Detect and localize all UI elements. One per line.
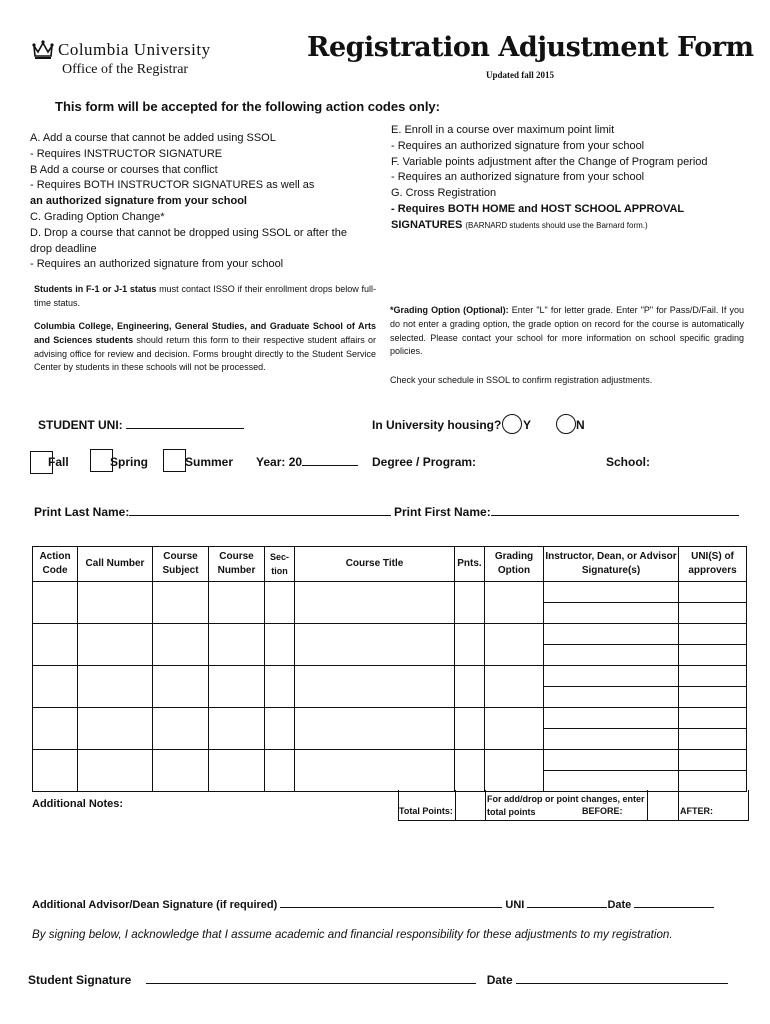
schedule-note: Check your schedule in SSOL to confirm registration adjustments. xyxy=(390,375,653,385)
additional-notes-label: Additional Notes: xyxy=(32,798,124,810)
code-line: E. Enroll in a course over maximum point limit xyxy=(391,124,615,136)
before-label: BEFORE: xyxy=(582,806,623,816)
cell-input[interactable] xyxy=(295,750,455,792)
cell-input[interactable] xyxy=(33,750,78,792)
cell-input[interactable] xyxy=(78,666,153,708)
school-note-text: should return this form to their respective student affairs or advising office for review and decision. Forms brought directly to the Student Service Center by students in these schools will not be processed. xyxy=(34,334,376,373)
signature-cell[interactable] xyxy=(544,666,679,708)
first-name-label: Print First Name: xyxy=(394,505,491,519)
school-note xyxy=(34,320,376,375)
cell-input[interactable] xyxy=(295,582,455,624)
cell-input[interactable] xyxy=(153,624,209,666)
approver-line[interactable] xyxy=(679,666,746,687)
code-line: - Requires INSTRUCTOR SIGNATURE xyxy=(30,147,223,160)
code-line-signatures: SIGNATURES xyxy=(391,218,463,231)
cell-input[interactable] xyxy=(153,666,209,708)
last-name-field[interactable] xyxy=(34,505,391,519)
cell-input[interactable] xyxy=(33,708,78,750)
school-label: School: xyxy=(606,455,650,469)
after-label: AFTER: xyxy=(680,806,713,816)
cell-input[interactable] xyxy=(455,666,485,708)
cell-input[interactable] xyxy=(78,750,153,792)
advisor-signature-label: Additional Advisor/Dean Signature (if required) xyxy=(32,899,278,911)
cell-input[interactable] xyxy=(265,582,295,624)
signature-line[interactable] xyxy=(544,708,678,729)
approver-line[interactable] xyxy=(679,687,746,707)
action-codes-right xyxy=(391,123,708,234)
col-header: Course Subject xyxy=(153,547,209,582)
table-row xyxy=(33,666,747,708)
signature-cell[interactable] xyxy=(544,582,679,624)
signature-line[interactable] xyxy=(544,771,678,791)
cell-input[interactable] xyxy=(485,582,544,624)
signature-line[interactable] xyxy=(544,603,678,623)
table-row xyxy=(33,708,747,750)
student-signature-label: Student Signature xyxy=(28,973,132,987)
table-row xyxy=(33,624,747,666)
cell-input[interactable] xyxy=(78,624,153,666)
updated-date: Updated fall 2015 xyxy=(486,70,555,80)
housing-yes-radio[interactable] xyxy=(502,414,522,434)
code-line: - Requires BOTH HOME and HOST SCHOOL APPROVAL xyxy=(391,202,685,215)
grading-note xyxy=(390,304,744,359)
code-line: - Requires an authorized signature from your school xyxy=(391,139,645,152)
cell-input[interactable] xyxy=(209,582,265,624)
cell-input[interactable] xyxy=(33,666,78,708)
uni-field[interactable] xyxy=(38,418,244,432)
student-date-label: Date xyxy=(486,973,513,987)
cell-input[interactable] xyxy=(33,582,78,624)
approver-cell[interactable] xyxy=(679,750,747,792)
approver-line[interactable] xyxy=(679,582,746,603)
uni-label: STUDENT UNI: xyxy=(38,418,123,432)
cell-input[interactable] xyxy=(295,666,455,708)
col-header: Pnts. xyxy=(455,547,485,582)
degree-label: Degree / Program: xyxy=(372,455,477,469)
signature-line[interactable] xyxy=(544,645,678,665)
approver-cell[interactable] xyxy=(679,666,747,708)
advisor-uni-label: UNI xyxy=(505,899,525,911)
f1-note-text: must contact ISSO if their enrollment drops below full-time status. xyxy=(34,284,376,308)
university-name: Columbia University xyxy=(58,40,211,59)
f1-note-bold: Students in F-1 or J-1 status xyxy=(34,284,157,294)
barnard-note: (BARNARD students should use the Barnard form.) xyxy=(465,220,648,230)
total-points-label: Total Points: xyxy=(399,806,453,816)
student-signature-field[interactable] xyxy=(28,973,728,987)
code-line: C. Grading Option Change* xyxy=(30,210,165,223)
code-line: A. Add a course that cannot be added using SSOL xyxy=(30,132,276,144)
action-codes-left xyxy=(30,131,347,273)
code-line: D. Drop a course that cannot be dropped using SSOL or after the xyxy=(30,226,347,239)
cell-input[interactable] xyxy=(295,708,455,750)
cell-input[interactable] xyxy=(265,750,295,792)
course-table xyxy=(32,546,747,792)
cell-input[interactable] xyxy=(153,750,209,792)
housing-no-label: N xyxy=(576,418,585,432)
form-title: Registration Adjustment Form xyxy=(307,32,754,63)
housing-no-radio[interactable] xyxy=(556,414,576,434)
code-line: B Add a course or courses that conflict xyxy=(30,163,218,176)
approver-line[interactable] xyxy=(679,603,746,623)
col-header: Call Number xyxy=(78,547,153,582)
code-line: drop deadline xyxy=(30,242,97,255)
cell-input[interactable] xyxy=(78,708,153,750)
year-field[interactable] xyxy=(256,455,358,469)
signature-line[interactable] xyxy=(544,750,678,771)
signature-line[interactable] xyxy=(544,666,678,687)
intro-heading: This form will be accepted for the following action codes only: xyxy=(55,99,440,114)
advisor-signature-field[interactable] xyxy=(32,899,714,911)
cell-input[interactable] xyxy=(78,582,153,624)
approver-cell[interactable] xyxy=(679,582,747,624)
col-header: Action Code xyxy=(33,547,78,582)
cell-input[interactable] xyxy=(485,708,544,750)
grading-note-bold: *Grading Option (Optional): xyxy=(390,305,509,315)
signature-cell[interactable] xyxy=(544,750,679,792)
acknowledgement-text: By signing below, I acknowledge that I assume academic and financial responsibility for these adjustments to my registration. xyxy=(32,928,673,941)
approver-line[interactable] xyxy=(679,624,746,645)
cell-input[interactable] xyxy=(295,624,455,666)
cell-input[interactable] xyxy=(153,582,209,624)
code-line: F. Variable points adjustment after the Change of Program period xyxy=(391,155,708,168)
code-line: - Requires an authorized signature from your school xyxy=(30,258,284,271)
total-points-input[interactable] xyxy=(454,790,486,821)
f1-note xyxy=(34,283,376,311)
cell-input[interactable] xyxy=(265,666,295,708)
cell-input[interactable] xyxy=(455,708,485,750)
cell-input[interactable] xyxy=(33,624,78,666)
before-input[interactable] xyxy=(647,790,678,821)
approver-line[interactable] xyxy=(679,729,746,749)
cell-input[interactable] xyxy=(153,708,209,750)
cell-input[interactable] xyxy=(209,624,265,666)
point-changes-label: For add/drop or point changes, enter total points xyxy=(487,794,645,817)
cell-input[interactable] xyxy=(485,750,544,792)
cell-input[interactable] xyxy=(485,624,544,666)
cell-input[interactable] xyxy=(485,666,544,708)
grading-note-text: Enter "L" for letter grade. Enter "P" for Pass/D/Fail. If you do not enter a grading option, the grade option on record for the course is automatically selected. Please contact your school for more information on school specific grading policies. xyxy=(390,305,745,357)
approver-cell[interactable] xyxy=(679,708,747,750)
signature-line[interactable] xyxy=(544,624,678,645)
cell-input[interactable] xyxy=(455,582,485,624)
col-header: Instructor, Dean, or Advisor Signature(s) xyxy=(544,547,679,582)
spring-label: Spring xyxy=(110,455,148,469)
table-header-row xyxy=(33,547,747,582)
approver-line[interactable] xyxy=(679,771,746,791)
approver-cell[interactable] xyxy=(679,624,747,666)
signature-line[interactable] xyxy=(544,729,678,749)
office-name: Office of the Registrar xyxy=(62,62,189,77)
code-line xyxy=(391,218,708,234)
last-name-label: Print Last Name: xyxy=(34,505,130,519)
housing-label: In University housing? xyxy=(372,418,502,432)
summer-label: Summer xyxy=(185,455,234,469)
cell-input[interactable] xyxy=(209,666,265,708)
table-row xyxy=(33,750,747,792)
year-label: Year: 20 xyxy=(256,455,303,469)
col-header: Course Title xyxy=(295,547,455,582)
cell-input[interactable] xyxy=(265,624,295,666)
approver-line[interactable] xyxy=(679,645,746,665)
code-line: - Requires an authorized signature from your school xyxy=(391,171,645,184)
housing-yes-label: Y xyxy=(523,418,532,432)
advisor-date-label: Date xyxy=(607,899,632,911)
first-name-field[interactable] xyxy=(394,505,739,519)
signature-line[interactable] xyxy=(544,582,678,603)
cell-input[interactable] xyxy=(209,750,265,792)
signature-line[interactable] xyxy=(544,687,678,707)
fall-label: Fall xyxy=(48,455,69,469)
cell-input[interactable] xyxy=(265,708,295,750)
col-header: UNI(S) of approvers xyxy=(679,547,747,582)
cell-input[interactable] xyxy=(455,750,485,792)
approver-line[interactable] xyxy=(679,708,746,729)
school-note-bold: Columbia College, Engineering, General Studies, and Graduate School of Arts and Sciences students xyxy=(34,321,376,345)
approver-line[interactable] xyxy=(679,750,746,771)
cell-input[interactable] xyxy=(455,624,485,666)
signature-cell[interactable] xyxy=(544,624,679,666)
code-line: - Requires BOTH INSTRUCTOR SIGNATURES as well as xyxy=(30,179,315,192)
signature-cell[interactable] xyxy=(544,708,679,750)
col-header: Sec-tion xyxy=(265,547,295,582)
cell-input[interactable] xyxy=(209,708,265,750)
col-header: Grading Option xyxy=(485,547,544,582)
col-header: Course Number xyxy=(209,547,265,582)
table-row xyxy=(33,582,747,624)
code-line: G. Cross Registration xyxy=(391,187,497,200)
code-line: an authorized signature from your school xyxy=(30,195,247,208)
columbia-crown-icon xyxy=(32,38,54,60)
summer-checkbox[interactable] xyxy=(163,449,186,472)
